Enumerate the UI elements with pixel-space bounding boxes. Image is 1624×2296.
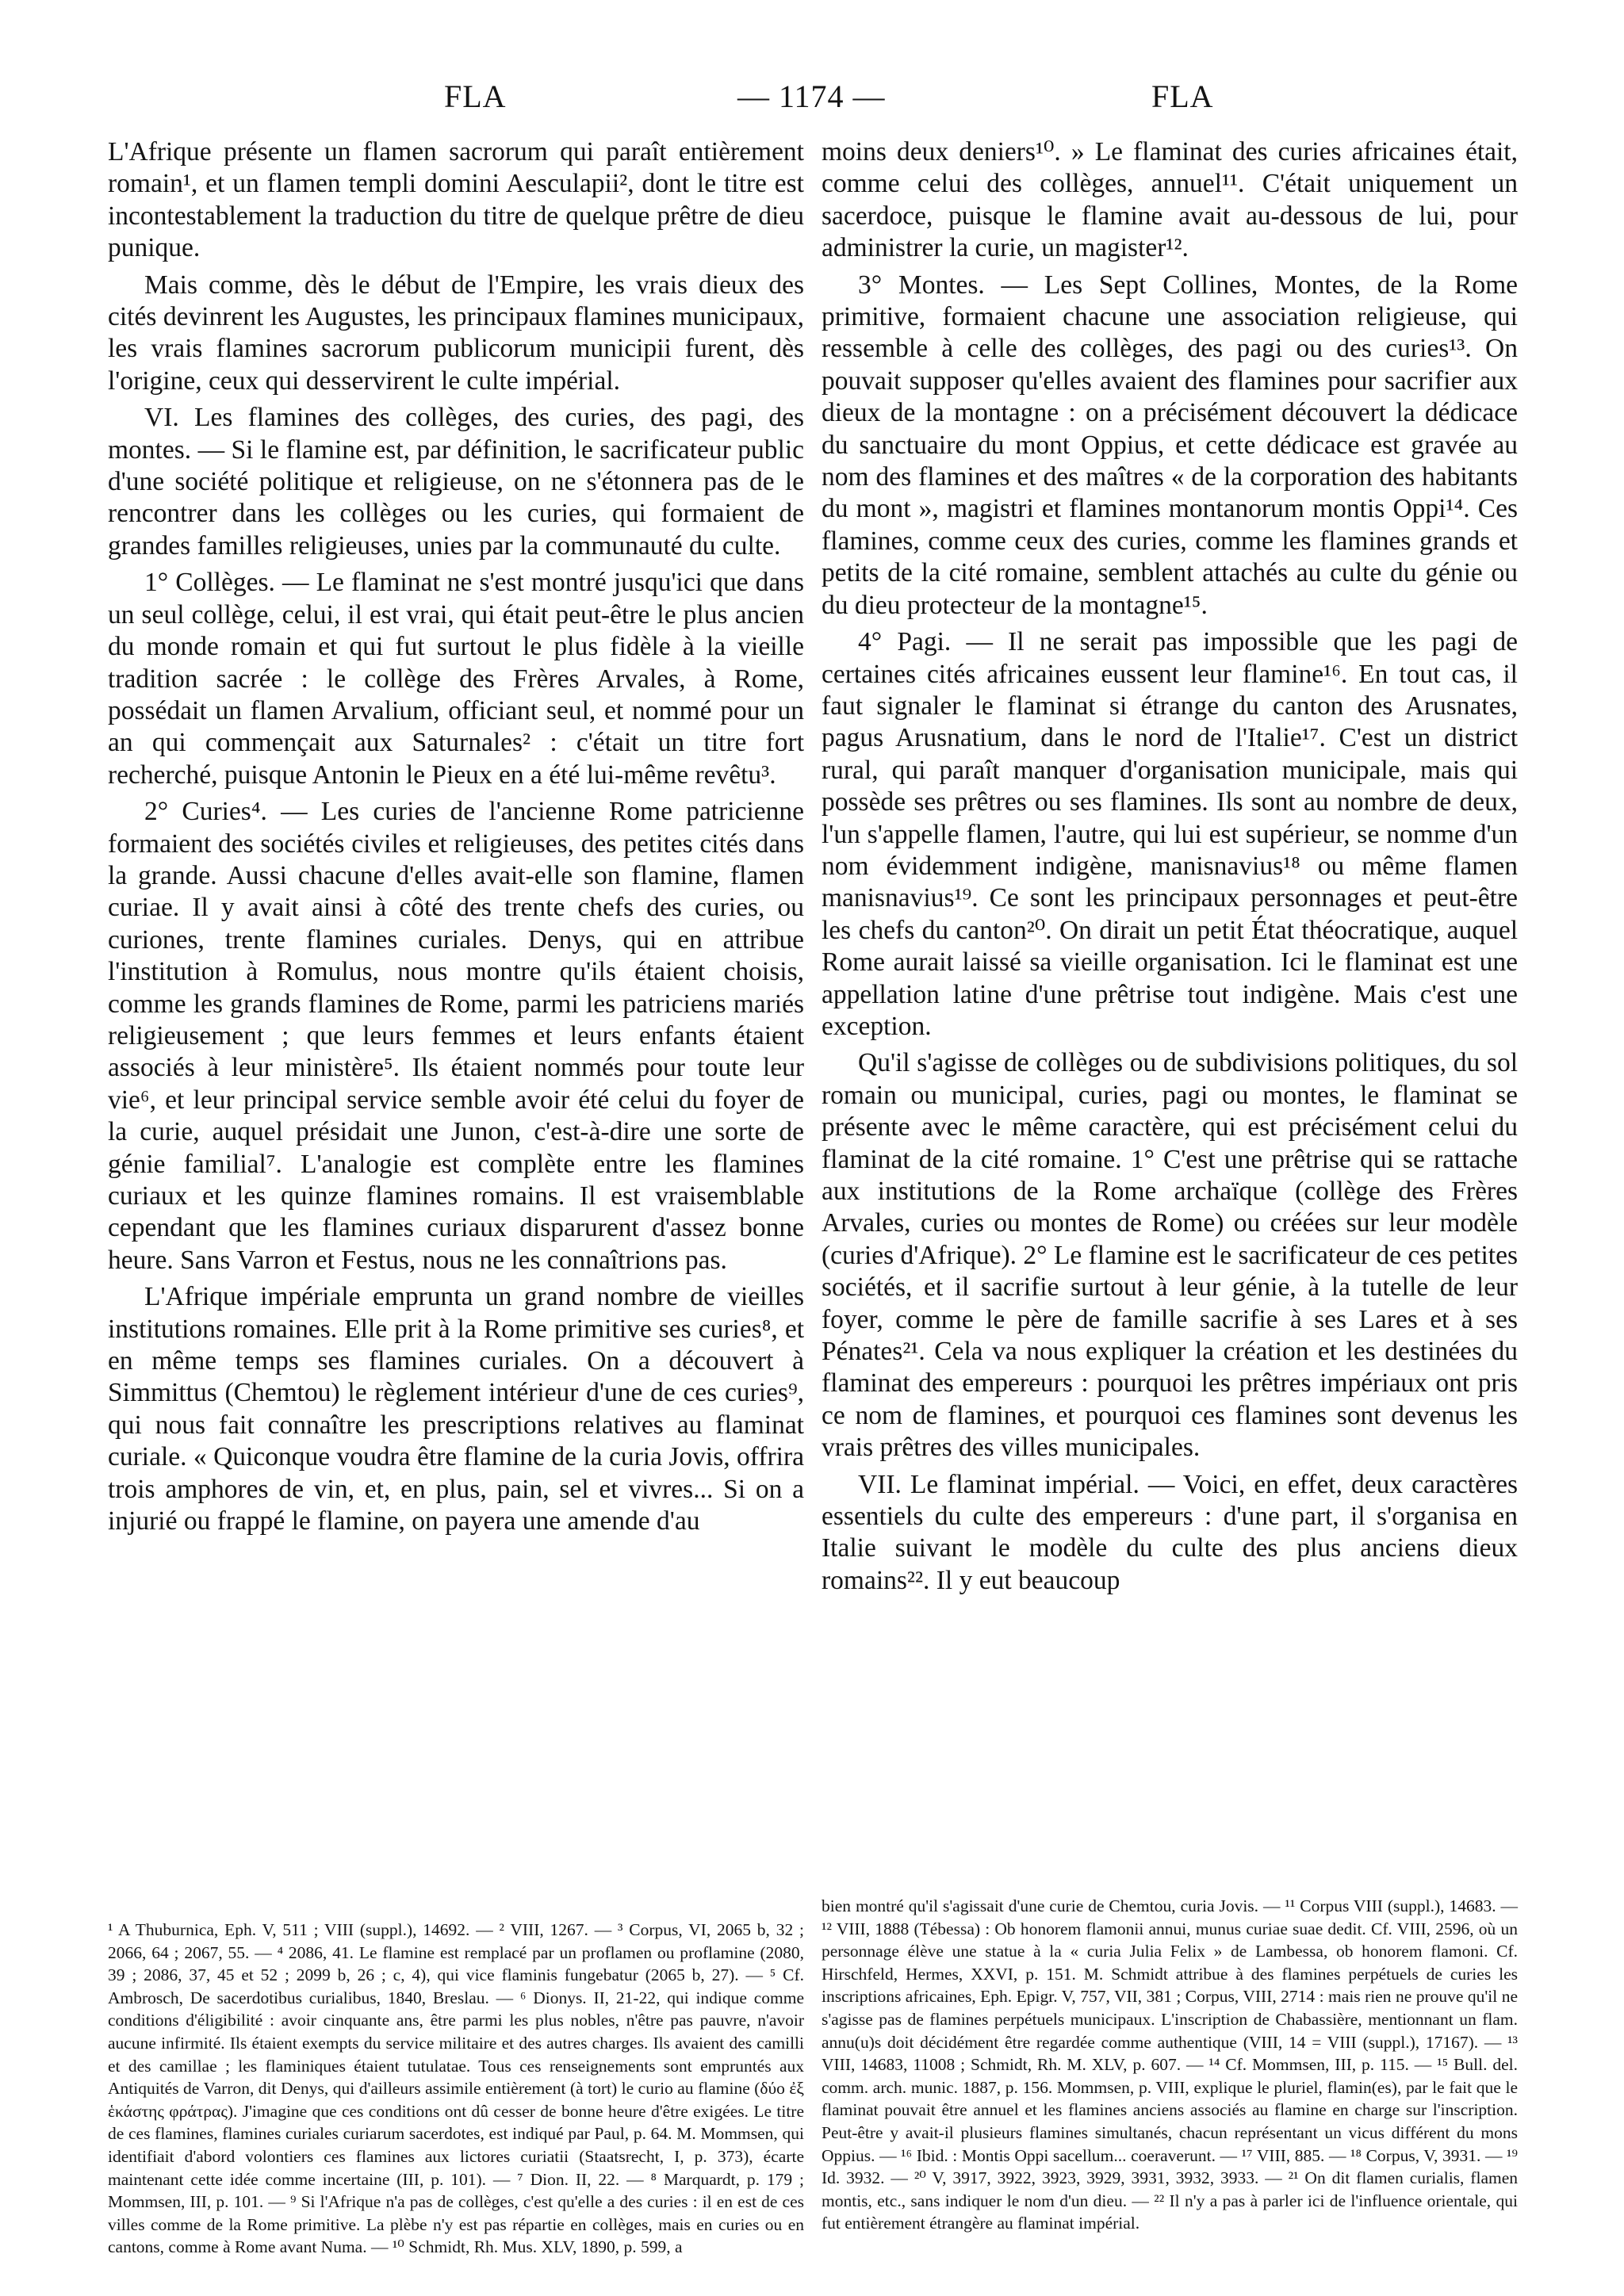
- footnotes-right: bien montré qu'il s'agissait d'une curie de Chemtou, curia Jovis. — ¹¹ Corpus VIII (suppl.), 14683. — ¹² VIII, 1888 (Tébessa) : Ob honorem flamonii annui, munus curiae suae dedit. Cf. VIII, 2596, où un personnage élève une statue à la « curia Julia Felix » de Lambessa, ob honorem flamoni. Cf. Hirschfeld, Hermes, XXVI, p. 151. M. Schmidt attribue à des flamines perpétuels de curies les inscriptions africaines, Eph. Epigr. V, 757, VII, 381 ; Corpus, VIII, 2714 : mais rien ne prouve qu'il ne s'agisse pas de flamines perpétuels municipaux. L'inscription de Chabassière, mentionnant un flam. annu(u)s doit décidément être regardée comme authentique (VIII, 14 = VIII (suppl.), 17167). — ¹³ VIII, 14683, 11008 ; Schmidt, Rh. M. XLV, p. 607. — ¹⁴ Cf. Mommsen, III, p. 115. — ¹⁵ Bull. del. comm. arch. munic. 1887, p. 156. Mommsen, p. VIII, explique le pluriel, flamin(es), par le fait que le flaminat pouvait être annuel et les flamines anciens associés au flamine en charge sur l'inscription. Peut-être y avait-il plusieurs flamines simultanés, chacun représentant un vicus différent du mons Oppius. — ¹⁶ Ibid. : Montis Oppi sacellum... coeraverunt. — ¹⁷ VIII, 885. — ¹⁸ Corpus, V, 3931. — ¹⁹ Id. 3932. — ²⁰ V, 3917, 3922, 3923, 3929, 3931, 3932, 3933. — ²¹ On dit flamen curialis, flamen montis, etc., sans indiquer le nom d'un dieu. — ²² Il n'y a pas à parler ici de l'influence orientale, qui fut entièrement étrangère au flaminat impérial.: [822, 1896, 1518, 2233]
- paragraph: 4° Pagi. — Il ne serait pas impossible que les pagi de certaines cités africaines eussent leur flamine¹⁶. En tout cas, il faut signaler le flaminat si étrange du canton des Arusnates, pagus Arusnatium, dans le nord de l'Italie¹⁷. C'est un district rural, qui paraît manquer d'organisation municipale, mais qui possède ses prêtres ou ses flamines. Ils sont au nombre de deux, l'un s'appelle flamen, l'autre, qui lui est supérieur, se nomme d'un nom évidemment indigène, manisnavius¹⁸ ou même flamen manisnavius¹⁹. Ce sont les principaux personnages et peut-être les chefs du canton²⁰. On dirait un petit État théocratique, auquel Rome aurait laissé sa vieille organisation. Ici le flaminat est une appellation latine d'une prêtrise tout indigène. Mais c'est une exception.: [822, 627, 1518, 1041]
- section-heading-paragraph: VI. Les flamines des collèges, des curies, des pagi, des montes. — Si le flamine est, par définition, le sacrificateur public d'une société politique et religieuse, on ne s'étonnera pas de le rencontrer dans les collèges ou les curies, qui formaient de grandes familles religieuses, unies par la communauté du culte.: [108, 403, 804, 561]
- paragraph: Mais comme, dès le début de l'Empire, les vrais dieux des cités devinrent les Augustes, les principaux flamines municipaux, les vrais flamines sacrorum publicorum municipii furent, dès l'origine, ceux qui desservirent le culte impérial.: [108, 270, 804, 396]
- paragraph: L'Afrique présente un flamen sacrorum qui paraît entièrement romain¹, et un flamen templi domini Aesculapii², dont le titre est incontestablement la traduction du titre de quelque prêtre de dieu punique.: [108, 137, 804, 263]
- footnotes-left: ¹ A Thuburnica, Eph. V, 511 ; VIII (suppl.), 14692. — ² VIII, 1267. — ³ Corpus, VI, 2065 b, 32 ; 2066, 64 ; 2067, 55. — ⁴ 2086, 41. Le flamine est remplacé par un proflamen ou proflamine (2080, 39 ; 2086, 37, 45 et 52 ; 2099 b, 26 ; c, 4), qui vice flaminis fungebatur (2065 b, 27). — ⁵ Cf. Ambrosch, De sacerdotibus curialibus, 1840, Breslau. — ⁶ Dionys. II, 21-22, qui indique comme conditions d'éligibilité : avoir cinquante ans, être parmi les plus nobles, n'être pas pauvre, n'avoir aucune infirmité. Ils étaient exempts du service militaire et des autres charges. Ils avaient des camilli et des camillae ; les flaminiques étaient tutulatae. Tous ces renseignements sont empruntés aux Antiquités de Varron, dit Denys, qui d'ailleurs assimile entièrement (à tort) le curio au flamine (δύο ἐξ ἑκάστης φράτρας). J'imagine que ces conditions ont dû cesser de bonne heure d'être exigées. Le titre de ces flamines, flamines curiales curiarum sacerdotes, est indiqué par Paul, p. 64. M. Mommsen, qui identifiait d'abord volontiers ces flamines aux lictores curiatii (Staatsrecht, I, p. 373), écarte maintenant cette idée comme incertaine (III, p. 101). — ⁷ Dion. II, 22. — ⁸ Marquardt, p. 179 ; Mommsen, III, p. 101. — ⁹ Si l'Afrique n'a pas de collèges, c'est qu'elle a des curies : il en est de ces villes comme de la Rome primitive. La plèbe n'y est pas répartie en collèges, mais en curies ou en cantons, comme à Rome avant Numa. — ¹⁰ Schmidt, Rh. Mus. XLV, 1890, p. 599, a: [108, 1920, 804, 2257]
- page-header: [111, 78, 1513, 125]
- paragraph: L'Afrique impériale emprunta un grand nombre de vieilles institutions romaines. Elle prit à la Rome primitive ses curies⁸, et en même temps ses flamines curiales. On a découvert à Simmittus (Chemtou) le règlement intérieur d'une de ces curies⁹, qui nous fait connaître les prescriptions relatives au flaminat curiale. « Quiconque voudra être flamine de la curia Jovis, offrira trois amphores de vin, et, en plus, pain, sel et vivres... Si on a injurié ou frappé le flamine, on payera une amende d'au: [108, 1282, 804, 1536]
- left-column: [108, 136, 804, 1542]
- paragraph: Qu'il s'agisse de collèges ou de subdivisions politiques, du sol romain ou municipal, curies, pagi ou montes, le flaminat se présente avec le même caractère, qui est précisément celui du flaminat de la cité romaine. 1° C'est une prêtrise qui se rattache aux institutions de la Rome archaïque (collège des Frères Arvales, curies ou montes de Rome) ou créées sur leur modèle (curies d'Afrique). 2° Le flamine est le sacrificateur de ces petites sociétés, et il sacrifie surtout à leur génie, à la tutelle de leur foyer, comme le père de famille sacrifie à ses Lares et à ses Pénates²¹. Cela va nous expliquer la création et les destinées du flaminat des empereurs : pourquoi les prêtres impériaux ont pris ce nom de flamines, et pourquoi ces flamines sont devenus les vrais prêtres des villes municipales.: [822, 1048, 1518, 1463]
- running-head-right: FLA: [1151, 78, 1214, 114]
- paragraph: 1° Collèges. — Le flaminat ne s'est montré jusqu'ici que dans un seul collège, celui, il est vrai, qui était peut-être le plus ancien du monde romain et qui fut surtout le plus fidèle à la vieille tradition sacrée : le collège des Frères Arvales, à Rome, possédait un flamen Arvalium, officiant seul, et nommé pour un an qui commençait aux Saturnales² : c'était un titre fort recherché, puisque Antonin le Pieux en a été lui-même revêtu³.: [108, 568, 804, 790]
- section-heading-paragraph: VII. Le flaminat impérial. — Voici, en effet, deux caractères essentiels du culte des empereurs : d'une part, il s'organisa en Italie suivant le modèle du culte des plus anciens dieux romains²². Il y eut beaucoup: [822, 1469, 1518, 1595]
- paragraph: moins deux deniers¹⁰. » Le flaminat des curies africaines était, comme celui des collèges, annuel¹¹. C'était uniquement un sacerdoce, puisque le flamine avait au-dessous de lui, pour administrer la curie, un magister¹².: [822, 137, 1518, 263]
- running-head-left: FLA: [444, 78, 507, 114]
- paragraph: 2° Curies⁴. — Les curies de l'ancienne Rome patricienne formaient des sociétés civiles et religieuses, des petites cités dans la grande. Aussi chacune d'elles avait-elle son flamine, flamen curiae. Il y avait ainsi à côté des trente chefs des curies, ou curiones, trente flamines curiales. Denys, qui en attribue l'institution à Romulus, nous montre qu'ils étaient choisis, comme les grands flamines de Rome, parmi les patriciens mariés religieusement ; que leurs femmes et leurs enfants étaient associés à leur ministère⁵. Ils étaient nommés pour toute leur vie⁶, et leur principal service semble avoir été celui du foyer de la curie, auquel présidait une Junon, c'est-à-dire une sorte de génie familial⁷. L'analogie est complète entre les flamines curiaux et les quinze flamines romains. Il est vraisemblable cependant que les flamines curiaux disparurent d'assez bonne heure. Sans Varron et Festus, nous ne les connaîtrions pas.: [108, 797, 804, 1275]
- page-number: — 1174 —: [737, 78, 886, 114]
- right-column: [822, 136, 1518, 1601]
- paragraph: 3° Montes. — Les Sept Collines, Montes, de la Rome primitive, formaient chacune une association religieuse, qui ressemble à celle des collèges, des pagi ou des curies¹³. On pouvait supposer qu'elles avaient des flamines pour sacrifier aux dieux de la montagne : on a précisément découvert la dédicace du sanctuaire du mont Oppius, et cette dédicace est gravée au nom des flamines et des maîtres « de la corporation des habitants du mont », magistri et flamines montanorum montis Oppi¹⁴. Ces flamines, comme ceux des curies, comme les flamines grands et petits de la cité romaine, semblent attachés au culte du génie ou du dieu protecteur de la montagne¹⁵.: [822, 270, 1518, 620]
